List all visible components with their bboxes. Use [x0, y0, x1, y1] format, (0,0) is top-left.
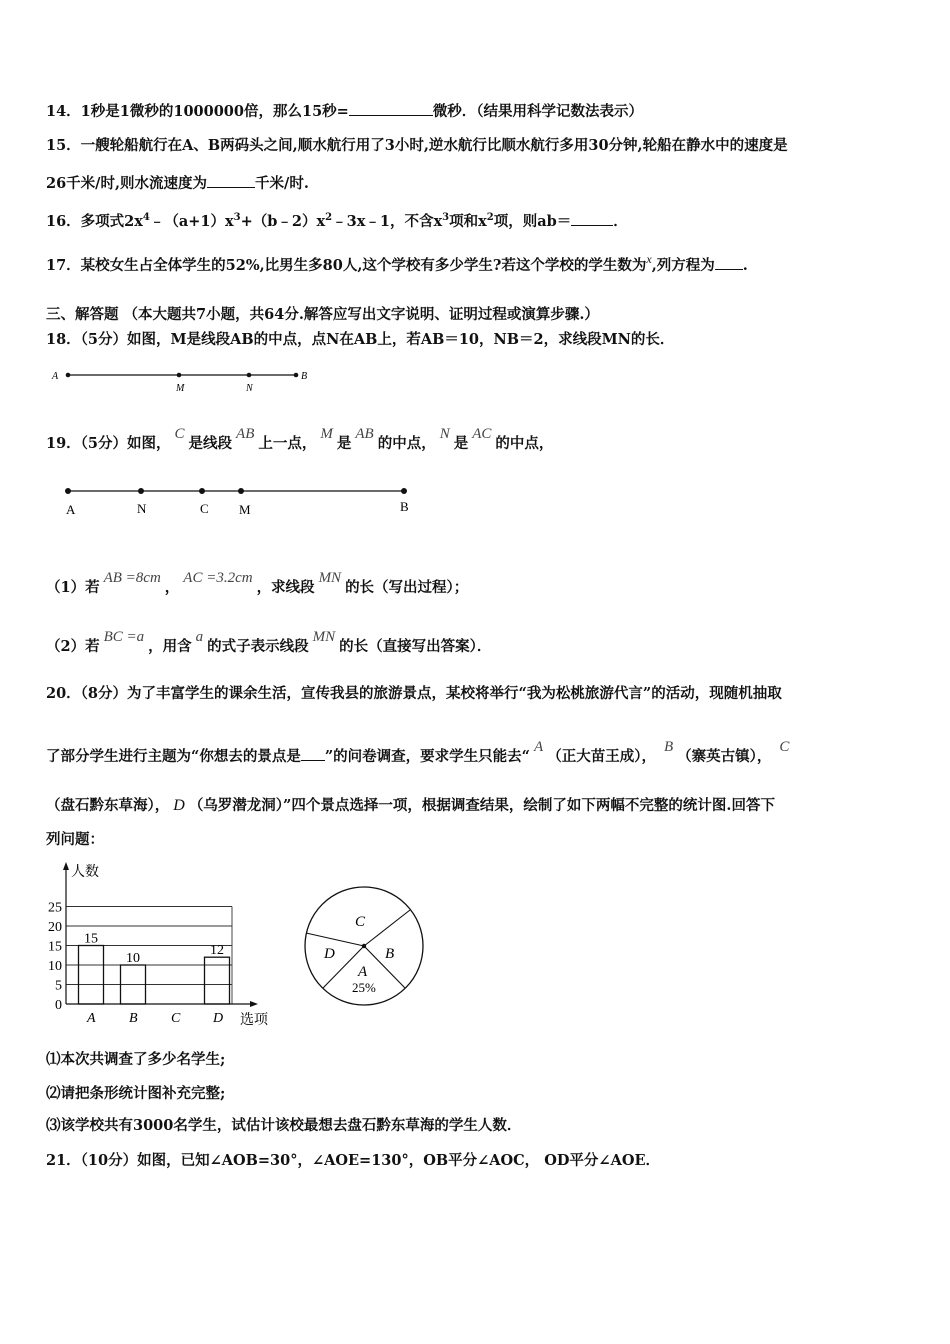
bar-value-label: 15 [84, 931, 98, 947]
question-19-part2: （2）若BC =a，用含a的式子表示线段MN的长（直接写出答案）． [46, 629, 492, 655]
pie-label-b: B [385, 946, 395, 962]
point-m [177, 373, 182, 378]
bar-chart [40, 858, 290, 1030]
x-tick-label: D [213, 1011, 224, 1026]
label-n: N [137, 501, 147, 516]
question-15-line2: 26千米/时,则水流速度为 千米/时. [46, 175, 309, 192]
question-18: 18．（5分）如图，M是线段AB的中点，点N在AB上，若AB＝10，NB＝2，求线段MN的长． [46, 331, 675, 348]
point-n [138, 488, 144, 494]
pie-percent-a: 25% [352, 980, 376, 995]
bar-D [205, 957, 230, 1004]
question-20-line4: 列问题： [46, 831, 104, 848]
label-m: M [176, 383, 185, 394]
bar-value-label: 10 [126, 951, 140, 966]
pie-label-d: D [324, 946, 335, 962]
x-tick-label: B [129, 1011, 138, 1026]
y-axis-arrow [63, 862, 69, 870]
bar-value-label: 12 [210, 943, 224, 959]
pie-divider-c-d [306, 933, 364, 946]
label-c: C [200, 501, 209, 516]
section-3-heading: 三、解答题 （本大题共7小题，共64分.解答应写出文字说明、证明过程或演算步骤.） [46, 306, 599, 323]
question-20-line2: 了部分学生进行主题为“你想去的景点是 ”的问卷调查，要求学生只能去“A（正大苗王成），B（寨英古镇），C [46, 739, 790, 765]
answer-blank[interactable] [207, 173, 255, 188]
question-20-sub3: ⑶该学校共有3000名学生，试估计该校最想去盘石黔东草海的学生人数． [46, 1117, 522, 1134]
x-tick-label: A [87, 1011, 96, 1026]
y-tick-label: 10 [48, 959, 62, 974]
point-n [247, 373, 252, 378]
question-15-line1: 15．一艘轮船航行在A、B两码头之间,顺水航行用了3小时,逆水航行比顺水航行多用30分钟,轮船在静水中的速度是 [46, 137, 788, 154]
bar-A [79, 946, 104, 1005]
answer-blank[interactable] [571, 211, 613, 226]
x-tick-label: C [171, 1011, 181, 1026]
segment-diagram-q18 [46, 364, 326, 394]
answer-blank[interactable] [715, 255, 743, 270]
question-14: 14．1秒是1微秒的1000000倍，那么15秒= 微秒．（结果用科学记数法表示） [46, 103, 644, 120]
question-20-sub2: ⑵请把条形统计图补充完整; [46, 1085, 226, 1102]
y-tick-label: 0 [55, 998, 62, 1013]
label-m: M [239, 502, 251, 517]
point-c [199, 488, 205, 494]
question-20-line1: 20．（8分）为了丰富学生的课余生活，宣传我县的旅游景点，某校将举行“我为松桃旅游代言”的活动，现随机抽取 [46, 685, 782, 702]
label-n: N [246, 383, 253, 394]
pie-center [362, 944, 366, 948]
question-20-sub1: ⑴本次共调查了多少名学生; [46, 1051, 226, 1068]
y-tick-label: 20 [48, 920, 62, 935]
x-axis-arrow [250, 1001, 258, 1007]
question-17: 17．某校女生占全体学生的52%,比男生多80人,这个学校有多少学生?若这个学校的学生数为$^x$,列方程为 . [46, 252, 748, 274]
y-tick-label: 15 [48, 939, 62, 955]
question-20-line3: （盘石黔东草海）， D （乌罗潜龙洞）”四个景点选择一项，根据调查结果，绘制了如下两幅不完整的统计图.回答下 [46, 797, 775, 814]
segment-diagram-q19 [56, 482, 426, 522]
y-axis-label: 人数 [71, 865, 99, 880]
pie-label-c: C [355, 914, 366, 930]
answer-blank[interactable] [301, 746, 325, 761]
point-a [65, 488, 71, 494]
answer-blank[interactable] [349, 101, 433, 116]
question-19: 19．（5分）如图，C是线段AB上一点，M是AB的中点，N是AC的中点， [46, 426, 554, 452]
point-b [294, 373, 299, 378]
label-b: B [301, 371, 308, 382]
label-a: A [66, 502, 76, 517]
pie-label-a: A [358, 964, 368, 980]
x-axis-label: 选项 [240, 1013, 268, 1028]
question-16: 16．多项式$2x^4﹣(a+1)x^3+(b﹣2)x^2﹣3x﹣1$，不含$x^3$项和$x^2$项，则ab＝ ． [46, 212, 628, 230]
y-tick-label: 5 [55, 978, 62, 994]
point-b [401, 488, 407, 494]
point-a [66, 373, 71, 378]
label-b: B [400, 499, 409, 514]
pie-divider-c-b [364, 910, 410, 946]
question-19-part1: （1）若AB =8cm，AC =3.2cm，求线段MN的长（写出过程）； [46, 570, 469, 596]
point-m [238, 488, 244, 494]
question-21: 21．（10分）如图，已知∠AOB=30°，∠AOE=130°，OB平分∠AOC， OD平分∠AOE． [46, 1152, 661, 1169]
y-tick-label: 25 [48, 900, 62, 916]
pie-chart [300, 882, 430, 1012]
label-a: A [52, 371, 59, 382]
